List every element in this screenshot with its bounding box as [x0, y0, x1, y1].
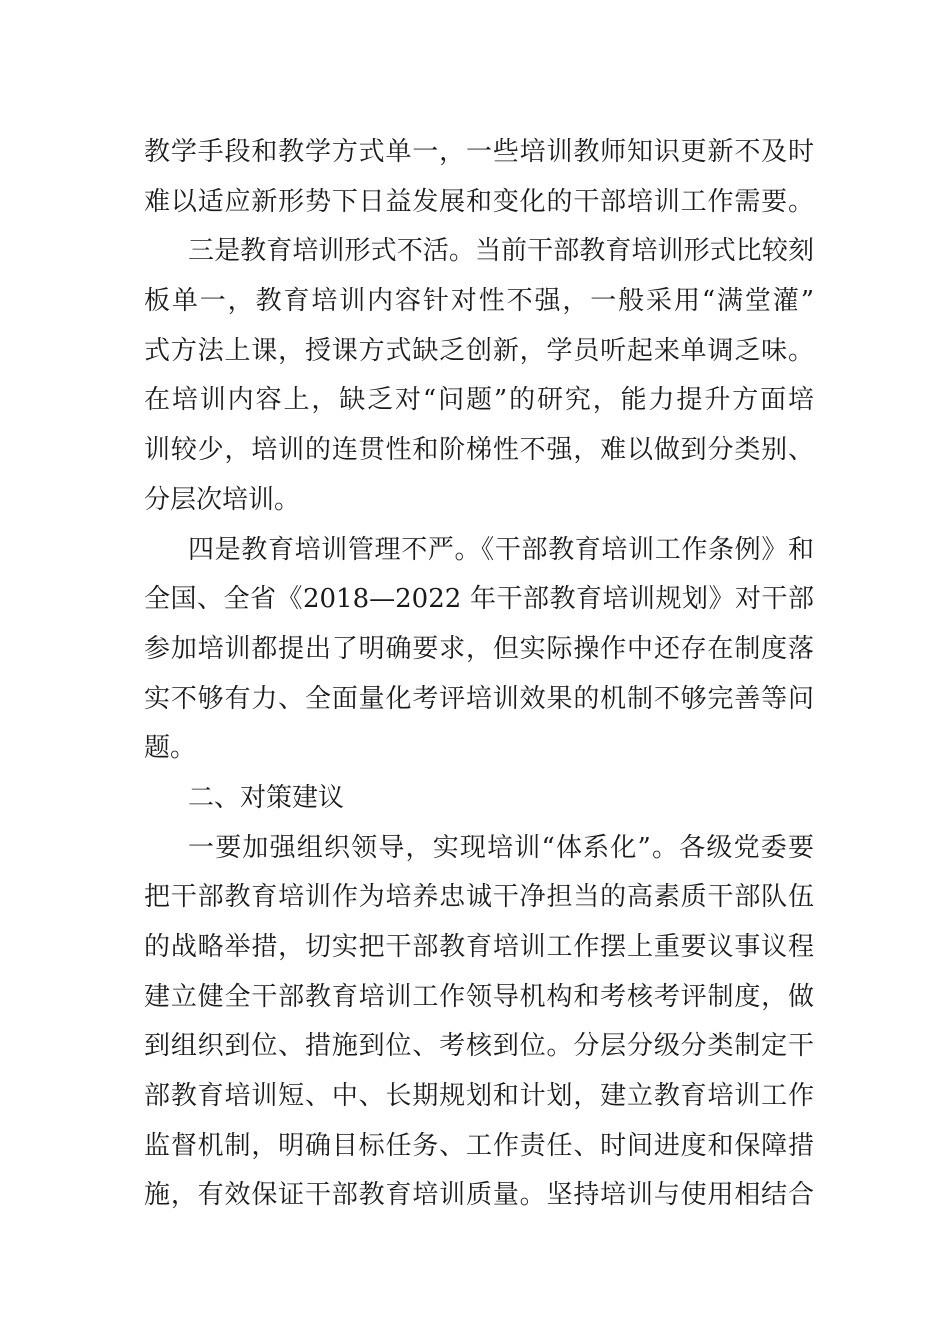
- text-line: 参加培训都提出了明确要求，但实际操作中还存在制度落: [144, 633, 814, 664]
- text-line: 实不够有力、全面量化考评培训效果的机制不够完善等问: [144, 683, 814, 714]
- text-line: 训较少，培训的连贯性和阶梯性不强，难以做到分类别、: [144, 435, 814, 466]
- text-line: 难以适应新形势下日益发展和变化的干部培训工作需要。: [144, 186, 814, 217]
- text-line: 一要加强组织领导，实现培训“体系化”。各级党委要: [188, 832, 814, 863]
- text-line: 分层次培训。: [144, 484, 301, 515]
- text-line: 三是教育培训形式不活。当前干部教育培训形式比较刻: [188, 236, 814, 267]
- text-line: 把干部教育培训作为培养忠诚干净担当的高素质干部队伍: [144, 882, 814, 913]
- text-line: 监督机制，明确目标任务、工作责任、时间进度和保障措: [144, 1130, 814, 1161]
- text-line: 的战略举措，切实把干部教育培训工作摆上重要议事议程: [144, 932, 814, 962]
- text-line: 式方法上课，授课方式缺乏创新，学员听起来单调乏味。: [144, 335, 814, 366]
- text-line: 全国、全省《2018—2022 年干部教育培训规划》对干部: [144, 584, 814, 615]
- text-line: 施，有效保证干部教育培训质量。坚持培训与使用相结合: [144, 1180, 814, 1211]
- text-line: 部教育培训短、中、长期规划和计划，建立教育培训工作: [144, 1081, 814, 1112]
- text-line: 二、对策建议: [188, 782, 345, 813]
- text-line: 在培训内容上，缺乏对“问题”的研究，能力提升方面培: [144, 385, 814, 416]
- text-line: 板单一，教育培训内容针对性不强，一般采用“满堂灌”: [144, 286, 814, 317]
- document-body: [144, 128, 814, 1221]
- text-line: 到组织到位、措施到位、考核到位。分层分级分类制定干: [144, 1031, 814, 1062]
- text-line: 建立健全干部教育培训工作领导机构和考核考评制度，做: [144, 981, 814, 1012]
- text-line: 教学手段和教学方式单一，一些培训教师知识更新不及时: [144, 137, 814, 167]
- text-line: 四是教育培训管理不严。《干部教育培训工作条例》和: [188, 534, 814, 565]
- text-line: 题。: [144, 733, 197, 764]
